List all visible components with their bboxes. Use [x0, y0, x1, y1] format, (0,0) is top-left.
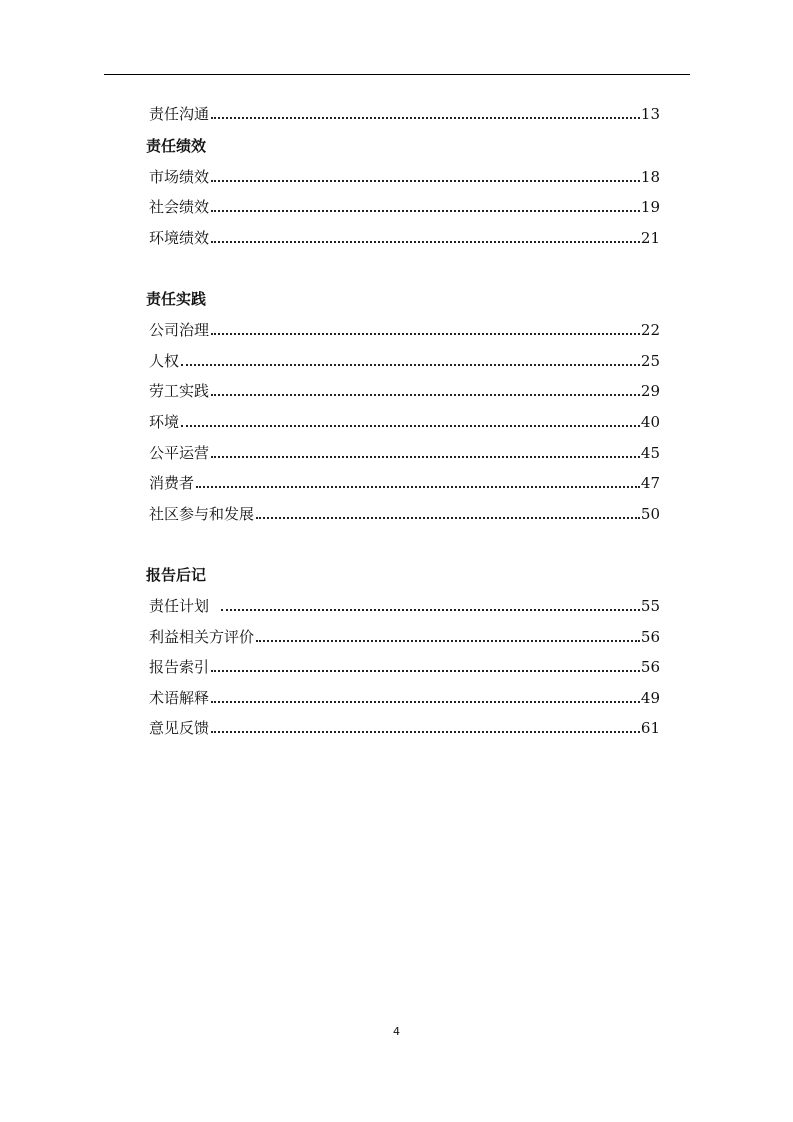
- toc-entry[interactable]: [149, 349, 660, 371]
- footer-page-number: 4: [393, 1025, 400, 1038]
- dot-leader: [181, 425, 640, 427]
- toc-entry[interactable]: [149, 195, 660, 217]
- toc-entry[interactable]: [149, 594, 660, 616]
- toc-entry-label: 社会绩效: [149, 198, 210, 216]
- dot-leader: [256, 517, 640, 519]
- toc-section-heading: 责任实践: [146, 290, 207, 308]
- toc-entry-page: 55: [640, 597, 660, 615]
- toc-entry-label: 意见反馈: [149, 719, 210, 737]
- toc-entry-page: 29: [640, 382, 660, 400]
- toc-entry-page: 18: [640, 168, 660, 186]
- toc-entry-page: 50: [640, 505, 660, 523]
- dot-leader: [211, 701, 640, 703]
- dot-leader: [211, 456, 640, 458]
- dot-leader: [256, 640, 640, 642]
- dot-leader: [211, 394, 640, 396]
- toc-entry[interactable]: [149, 716, 660, 738]
- toc-entry[interactable]: [149, 686, 660, 708]
- toc-entry[interactable]: [149, 502, 660, 524]
- dot-leader: [211, 210, 640, 212]
- dot-leader: [181, 364, 640, 366]
- toc-entry-label: 市场绩效: [149, 168, 210, 186]
- dot-leader: [196, 486, 640, 488]
- dot-leader: [211, 333, 640, 335]
- toc-entry-page: 19: [640, 198, 660, 216]
- toc-entry-label: 环境: [149, 413, 180, 431]
- toc-entry[interactable]: [149, 226, 660, 248]
- toc-entry-label: 劳工实践: [149, 382, 210, 400]
- toc-entry-label: 术语解释: [149, 689, 210, 707]
- toc-entry-label: 报告索引: [149, 658, 210, 676]
- toc-entry-label: 公司治理: [149, 321, 210, 339]
- dot-leader: [211, 670, 640, 672]
- toc-entry[interactable]: [149, 410, 660, 432]
- toc-entry-label: 利益相关方评价: [149, 628, 255, 646]
- toc-entry-page: 13: [640, 105, 660, 123]
- toc-entry-label: 公平运营: [149, 444, 210, 462]
- toc-entry-page: 21: [640, 229, 660, 247]
- toc-entry[interactable]: [149, 379, 660, 401]
- toc-section-heading: 责任绩效: [146, 137, 207, 155]
- dot-leader: [211, 731, 640, 733]
- toc-entry-page: 47: [640, 474, 660, 492]
- toc-entry-page: 25: [640, 352, 660, 370]
- toc-entry[interactable]: [149, 318, 660, 340]
- toc-entry-responsibility-communication[interactable]: [149, 102, 660, 124]
- toc-entry-page: 56: [640, 658, 660, 676]
- toc-entry[interactable]: [149, 165, 660, 187]
- toc-entry[interactable]: [149, 655, 660, 677]
- toc-entry-page: 40: [640, 413, 660, 431]
- toc-entry-page: 56: [640, 628, 660, 646]
- toc-entry-page: 61: [640, 719, 660, 737]
- dot-leader: [211, 241, 640, 243]
- toc-entry-label: 责任沟通: [149, 105, 210, 123]
- dot-leader: [211, 180, 640, 182]
- toc-entry[interactable]: [149, 441, 660, 463]
- toc-entry-page: 45: [640, 444, 660, 462]
- toc-entry[interactable]: [149, 625, 660, 647]
- toc-entry-label: 消费者: [149, 474, 195, 492]
- toc-entry-page: 49: [640, 689, 660, 707]
- dot-leader: [211, 117, 640, 119]
- toc-entry-label: 环境绩效: [149, 229, 210, 247]
- toc-entry-label: 人权: [149, 352, 180, 370]
- toc-entry-label: 责任计划: [149, 597, 219, 615]
- toc-entry-page: 22: [640, 321, 660, 339]
- toc-entry[interactable]: [149, 471, 660, 493]
- toc-section-heading: 报告后记: [146, 566, 207, 584]
- toc-entry-label: 社区参与和发展: [149, 505, 255, 523]
- header-rule: [104, 74, 690, 75]
- dot-leader: [221, 609, 640, 611]
